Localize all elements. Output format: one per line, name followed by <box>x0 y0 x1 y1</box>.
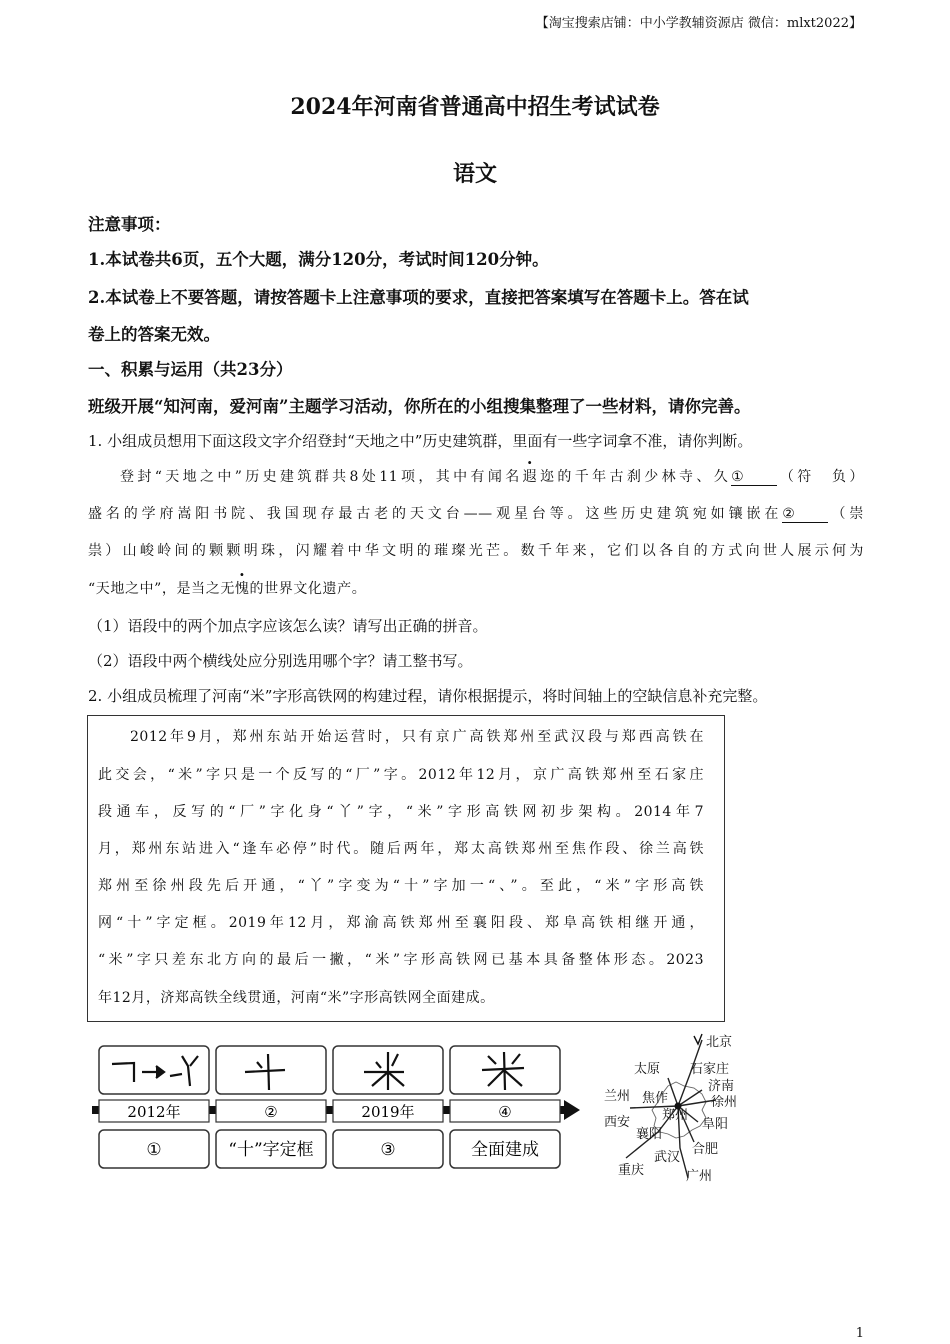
box-line-6: 网“十”字定框。2019年12月，郑渝高铁郑州至襄阳段、郑阜高铁相继开通， <box>98 915 704 931</box>
box-line-8: 年12月，济郑高铁全线贯通，河南“米”字形高铁网全面建成。 <box>98 990 495 1006</box>
map-city-8: 郑州 <box>662 1108 689 1123</box>
dotted-char-2: 愧 <box>234 581 250 597</box>
rail-network-map <box>598 1028 748 1188</box>
blank-2: ② <box>782 506 828 523</box>
notice-heading: 注意事项： <box>88 215 171 234</box>
page-number: 1 <box>855 1326 864 1341</box>
map-city-10: 阜阳 <box>702 1117 729 1132</box>
timeline-label-2: “十”字定框 <box>228 1140 314 1160</box>
q1-stem: 1. 小组成员想用下面这段文字介绍登封“天地之中”历史建筑群，里面有一些字词拿不准，请你判断。 <box>88 432 753 450</box>
q2-stem: 2. 小组成员梳理了河南“米”字形高铁网的构建过程，请你根据提示，将时间轴上的空缺信息补充完整。 <box>88 687 768 705</box>
timeline-label-1: ① <box>146 1140 162 1160</box>
notice-item-1: 1.本试卷共6页，五个大题，满分120分，考试时间120分钟。 <box>88 250 549 269</box>
map-city-15: 广州 <box>686 1169 713 1184</box>
box-line-5: 郑州至徐州段先后开通，“丫”字变为“十”字加一“、”。至此，“米”字形高铁 <box>98 878 704 894</box>
map-city-11: 襄阳 <box>636 1127 663 1142</box>
dotted-char-1: 遐 <box>522 469 538 485</box>
map-city-12: 合肥 <box>692 1142 719 1157</box>
rail-timeline <box>92 1042 586 1172</box>
q1-passage-line-2: 盛名的学府嵩阳书院、我国现存最古老的天文台——观星台等。这些历史建筑宛如镶嵌在② （崇 <box>88 506 864 522</box>
section-1-heading: 一、积累与运用（共23分） <box>88 360 293 379</box>
map-city-5: 兰州 <box>604 1089 631 1104</box>
timeline-label-4: 全面建成 <box>471 1140 539 1160</box>
map-city-9: 西安 <box>604 1115 631 1130</box>
header-note: 【淘宝搜索店铺：中小学教辅资源店 微信：mlxt2022】 <box>535 16 862 31</box>
q1-passage-line-1: 登封“天地之中”历史建筑群共8处11项，其中有闻名遐迩的千年古刹少林寺、久① （符 负） <box>88 466 864 486</box>
q1-sub-1: （1）语段中的两个加点字应该怎么读？请写出正确的拼音。 <box>88 617 488 635</box>
exam-title: 2024年河南省普通高中招生考试试卷 <box>290 94 660 120</box>
notice-item-2-line-1: 2.本试卷上不要答题，请按答题卡上注意事项的要求，直接把答案填写在答题卡上。答在试 <box>88 288 749 307</box>
q1-sub-2: （2）语段中两个横线处应分别选用哪个字？请工整书写。 <box>88 652 473 670</box>
section-1-intro: 班级开展“知河南，爱河南”主题学习活动，你所在的小组搜集整理了一些材料，请你完善。 <box>88 397 751 416</box>
blank-1: ① <box>731 469 777 486</box>
subject-title: 语文 <box>452 161 497 187</box>
timeline-label-3: ③ <box>380 1140 396 1160</box>
timeline-arrowhead <box>564 1100 580 1120</box>
map-city-2: 太原 <box>634 1062 661 1077</box>
map-city-1: 北京 <box>706 1035 733 1050</box>
notice-item-2-line-2: 卷上的答案无效。 <box>88 325 220 344</box>
timeline-year-4: ④ <box>498 1103 512 1121</box>
timeline-year-2: ② <box>264 1103 278 1121</box>
timeline-year-3: 2019年 <box>361 1103 415 1121</box>
map-city-14: 重庆 <box>618 1163 645 1178</box>
q1-passage-line-4: “天地之中”，是当之无愧的世界文化遗产。 <box>88 578 864 598</box>
q1-passage-line-3: 祟）山峻岭间的颗颗明珠，闪耀着中华文明的璀璨光芒。数千年来，它们以各自的方式向世人展示何为 <box>88 543 864 559</box>
box-line-3: 段通车，反写的“厂”字化身“丫”字，“米”字形高铁网初步架构。2014年7 <box>98 804 704 820</box>
box-line-4: 月，郑州东站进入“逢车必停”时代。随后两年，郑太高铁郑州至焦作段、徐兰高铁 <box>98 841 704 857</box>
map-city-13: 武汉 <box>654 1150 681 1165</box>
map-city-7: 徐州 <box>711 1095 738 1110</box>
box-line-1: 2012年9月，郑州东站开始运营时，只有京广高铁郑州至武汉段与郑西高铁在 <box>130 729 704 745</box>
timeline-year-1: 2012年 <box>127 1103 181 1121</box>
map-city-6: 焦作 <box>642 1091 669 1106</box>
box-line-2: 此交会，“米”字只是一个反写的“厂”字。2012年12月，京广高铁郑州至石家庄 <box>98 767 704 783</box>
box-line-7: “米”字只差东北方向的最后一撇，“米”字形高铁网已基本具备整体形态。2023 <box>98 952 704 968</box>
q2-material-box <box>87 715 725 1022</box>
map-city-4: 济南 <box>708 1079 735 1094</box>
map-city-3: 石家庄 <box>690 1062 730 1077</box>
glyph-box-1 <box>99 1046 209 1094</box>
